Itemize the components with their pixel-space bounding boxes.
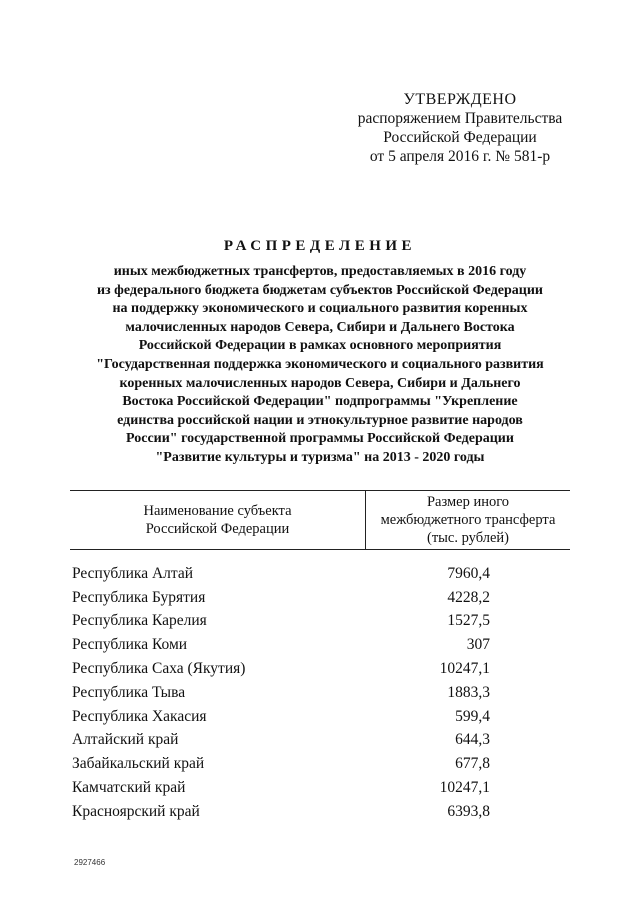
subtitle-line: "Развитие культуры и туризма" на 2013 - 2020 годы bbox=[155, 449, 485, 465]
subtitle-line: коренных малочисленных народов Севера, Сибири и Дальнего bbox=[119, 375, 521, 391]
transfer-amount: 6393,8 bbox=[447, 802, 490, 820]
transfer-amount: 4228,2 bbox=[447, 588, 490, 606]
table-row bbox=[72, 800, 572, 824]
subtitle-line: иных межбюджетных трансфертов, предоставляемых в 2016 году bbox=[113, 264, 527, 279]
transfer-amount: 677,8 bbox=[455, 755, 490, 773]
table-row bbox=[72, 562, 572, 586]
subtitle-line: Российской Федерации в рамках основного мероприятия bbox=[138, 338, 502, 354]
column-header-name bbox=[70, 491, 366, 549]
table-row bbox=[72, 752, 572, 776]
table-row bbox=[72, 681, 572, 705]
region-name: Алтайский край bbox=[72, 731, 179, 749]
column-header-text: Российской Федерации bbox=[145, 521, 290, 537]
table-body bbox=[72, 562, 572, 824]
table-row bbox=[72, 729, 572, 753]
column-header-text: Размер иного bbox=[426, 494, 510, 510]
region-name: Республика Бурятия bbox=[72, 588, 206, 606]
region-name: Красноярский край bbox=[72, 802, 200, 820]
document-title: РАСПРЕДЕЛЕНИЕ bbox=[223, 238, 417, 254]
column-header-amount bbox=[366, 491, 570, 549]
approval-heading: УТВЕРЖДЕНО bbox=[403, 91, 517, 108]
document-subtitle bbox=[60, 263, 580, 468]
transfer-amount: 307 bbox=[466, 636, 490, 654]
region-name: Республика Карелия bbox=[72, 612, 207, 630]
region-name: Камчатский край bbox=[72, 779, 186, 797]
region-name: Республика Коми bbox=[72, 636, 188, 654]
region-name: Забайкальский край bbox=[72, 755, 205, 773]
approval-block bbox=[330, 90, 590, 166]
approval-line: от 5 апреля 2016 г. № 581-р bbox=[369, 148, 551, 165]
subtitle-line: малочисленных народов Севера, Сибири и Дальнего Востока bbox=[125, 319, 515, 335]
table-row bbox=[72, 657, 572, 681]
transfer-amount: 10247,1 bbox=[439, 660, 490, 678]
table-row bbox=[72, 776, 572, 800]
region-name: Республика Тыва bbox=[72, 683, 186, 701]
table-row bbox=[72, 610, 572, 634]
table-header bbox=[70, 490, 570, 550]
approval-line: распоряжением Правительства bbox=[357, 110, 563, 127]
transfer-amount: 1883,3 bbox=[447, 683, 490, 701]
subtitle-line: Востока Российской Федерации" подпрограммы "Укрепление bbox=[122, 394, 518, 410]
transfer-amount: 599,4 bbox=[455, 707, 490, 725]
transfer-amount: 1527,5 bbox=[447, 612, 490, 630]
column-header-text: Наименование субъекта bbox=[143, 503, 292, 519]
table-row bbox=[72, 633, 572, 657]
subtitle-line: единства российской нации и этнокультурное развитие народов bbox=[117, 412, 523, 428]
column-header-text: (тыс. рублей) bbox=[427, 530, 509, 546]
approval-line: Российской Федерации bbox=[383, 129, 537, 146]
subtitle-line: из федерального бюджета бюджетам субъектов Российской Федерации bbox=[96, 282, 543, 298]
region-name: Республика Саха (Якутия) bbox=[72, 660, 246, 678]
subtitle-line: на поддержку экономического и социального развития коренных bbox=[112, 301, 528, 317]
table-row bbox=[72, 586, 572, 610]
subtitle-line: России" государственной программы Российской Федерации bbox=[126, 431, 514, 447]
document-code: 2927466 bbox=[74, 858, 106, 867]
region-name: Республика Алтай bbox=[72, 564, 194, 582]
transfer-amount: 644,3 bbox=[455, 731, 490, 749]
subtitle-line: "Государственная поддержка экономического и социального развития bbox=[96, 356, 544, 372]
table-row bbox=[72, 705, 572, 729]
transfer-amount: 10247,1 bbox=[439, 779, 490, 797]
transfer-amount: 7960,4 bbox=[447, 564, 490, 582]
column-header-text: межбюджетного трансферта bbox=[380, 512, 556, 528]
region-name: Республика Хакасия bbox=[72, 707, 207, 725]
